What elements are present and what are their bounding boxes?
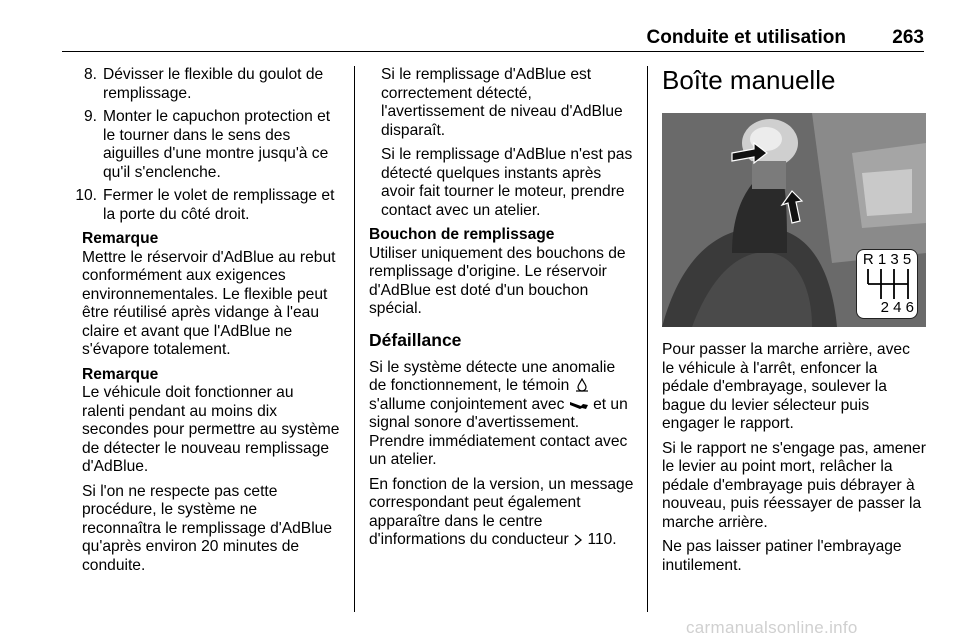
paragraph: Ne pas laisser patiner l'embrayage inutilement. [662,538,902,574]
paragraph: Si le rapport ne s'engage pas, amener le levier au point mort, relâcher la pédale d'embrayage puis débrayer à nouveau, puis réessayer de passer la marche arrière. [662,439,926,531]
paragraph: Si le remplissage d'AdBlue n'est pas détecté quelques instants après avoir fait tourner le moteur, prendre contact avec un atelier. [381,146,633,219]
column-3 [662,66,926,581]
gear-pattern-diagram [856,249,918,319]
paragraph: En fonction de la version, un message correspondant peut également apparaître dans le centre d'informations du conducteur 110. [369,475,634,548]
paragraph: Si le système détecte une anomalie de fonctionnement, le témoin s'allume conjointement avec et un signal sonore d'avertissement. Prendre immédiatement contact avec un atelier. [369,358,628,468]
paragraph: Si le remplissage d'AdBlue est correctement détecté, l'avertissement de niveau d'AdBlue disparaît. [381,66,623,139]
paragraph: Pour passer la marche arrière, avec le véhicule à l'arrêt, enfoncer la pédale d'embrayage, soulever la bague du levier sélecteur puis engager le rapport. [662,341,910,432]
list-item: 9. Monter le capuchon protection et le tourner dans le sens des aiguilles d'une montre jusqu'à ce qu'il s'enclenche. [83,108,331,181]
gear-shift-pattern [865,269,911,299]
note-block-1 [82,230,340,575]
section-title: Conduite et utilisation [646,27,846,48]
note-heading: Remarque [82,230,159,247]
watermark-text: carmanualsonline.info [686,618,858,637]
note-text: Le véhicule doit fonctionner au ralenti pendant au moins dix secondes pour permettre au système de détecter le nouveau remplissage d'AdBlue. [82,384,340,475]
column-1 [75,66,340,581]
list-item: 10. Fermer le volet de remplissage et la porte du côté droit. [75,187,335,223]
gear-bottom-labels: 2 4 6 [880,299,914,316]
column-2 [369,66,635,556]
note-heading: Remarque [82,365,159,383]
subheading: Bouchon de remplissage [369,226,555,243]
list-item: 8. Dévisser le flexible du goulot de remplissage. [83,66,324,102]
wrench-icon [569,399,589,411]
column-divider-2 [647,66,648,612]
section-title-large: Boîte manuelle [662,65,836,95]
page-header [62,26,924,52]
page-number: 263 [892,27,924,48]
paragraph: Si l'on ne respecte pas cette procédure, le système ne reconnaîtra le remplissage d'AdBlue qu'après environ 20 minutes de conduite. [82,482,333,574]
adblue-warning-icon [574,378,590,392]
note-text: Mettre le réservoir d'AdBlue au rebut conformément aux exigences environnementales. Le flexible peut être réutilisé après vidange à l'eau claire et avant que l'AdBlue ne s'évapore totalement. [82,248,336,358]
gear-top-labels: R 1 3 5 [862,251,912,268]
page-reference-icon [573,534,583,546]
gear-lever-photo [662,113,926,327]
column-divider-1 [354,66,355,612]
paragraph: Utiliser uniquement des bouchons de remplissage d'origine. Le réservoir d'AdBlue est doté d'un bouchon spécial. [369,244,626,317]
indented-block [369,66,635,220]
section-heading: Défaillance [369,329,462,350]
